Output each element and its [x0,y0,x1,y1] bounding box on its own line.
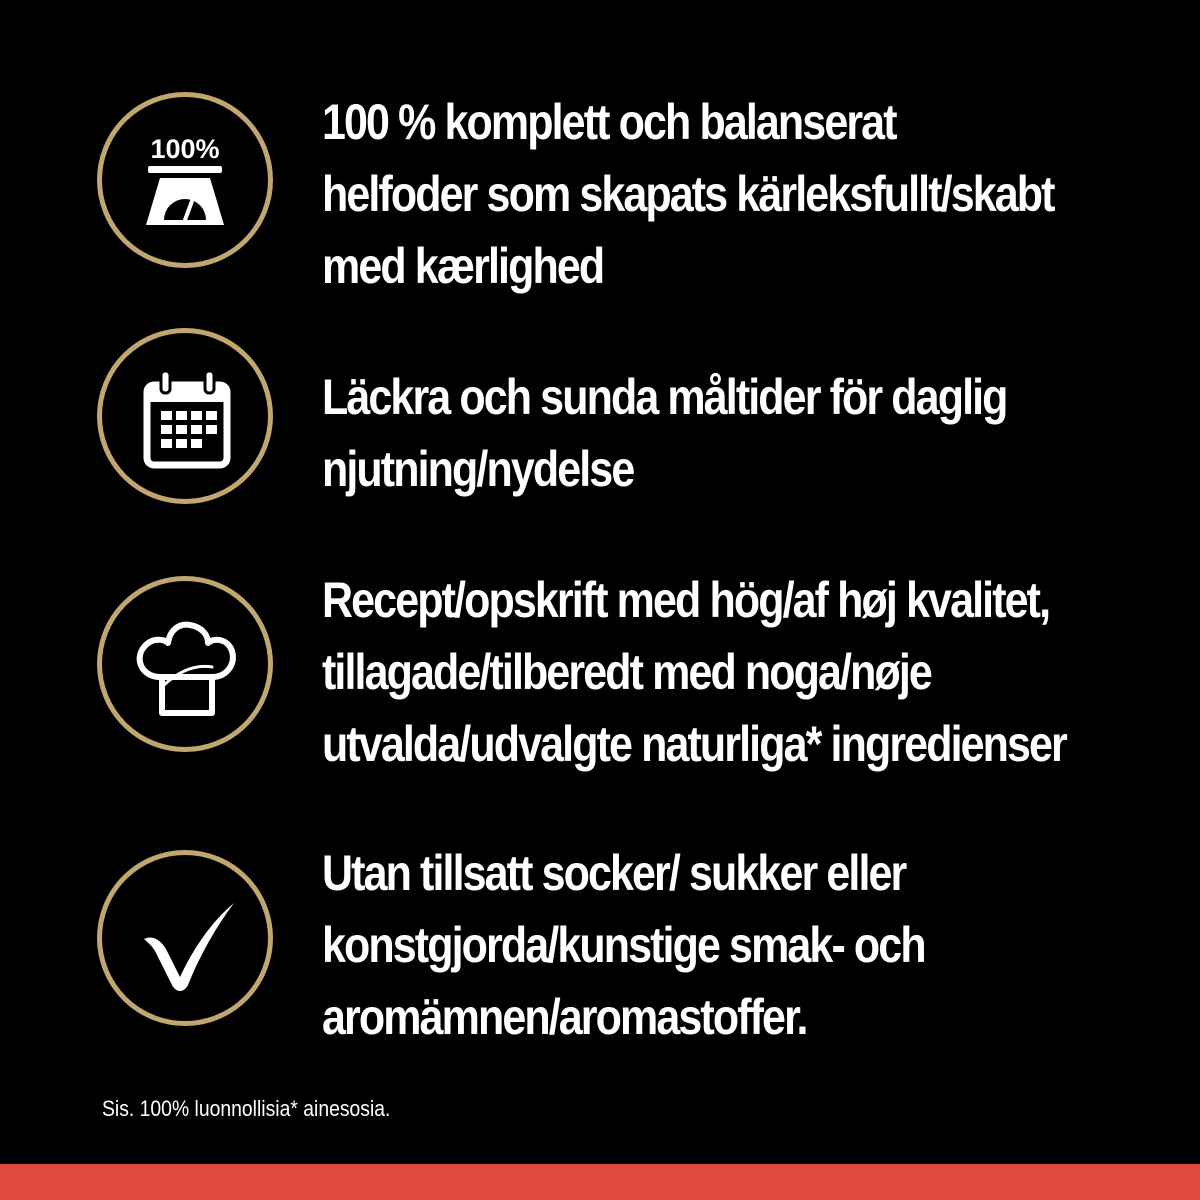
feature-line: tillagade/tilberedt med noga/nøje [322,644,931,700]
checkmark-icon-graphic [102,855,268,1021]
bottom-color-bar [0,1164,1200,1200]
scale-100-percent-icon [97,92,273,268]
calendar-icon-graphic [102,333,268,499]
feature-line: aromämnen/aromastoffer. [322,989,807,1045]
feature-line: Läckra och sunda måltider för daglig [322,369,1007,425]
feature-text [322,86,1062,302]
checkmark-icon [97,850,273,1026]
feature-line: med kærlighed [322,238,604,294]
feature-line: utvalda/udvalgte naturliga* ingredienser [322,716,1066,772]
calendar-icon [97,328,273,504]
feature-line: helfoder som skapats kärleksfullt/skabt [322,166,1054,222]
chef-hat-icon [97,576,273,752]
feature-line: Recept/opskrift med hög/af høj kvalitet, [322,572,1050,628]
scale-icon-graphic [102,97,268,263]
feature-line: njutning/nydelse [322,441,634,497]
chef-hat-icon-graphic [102,581,268,747]
feature-text [322,564,1066,780]
feature-text [322,361,1062,505]
feature-line: Utan tillsatt socker/ sukker eller [322,845,906,901]
feature-line: konstgjorda/kunstige smak- och [322,917,925,973]
feature-line: 100 % komplett och balanserat [322,94,896,150]
scale-badge-text: 100% [150,134,220,164]
feature-text [322,837,1062,1053]
footnote: Sis. 100% luonnollisia* ainesosia. [102,1096,391,1121]
